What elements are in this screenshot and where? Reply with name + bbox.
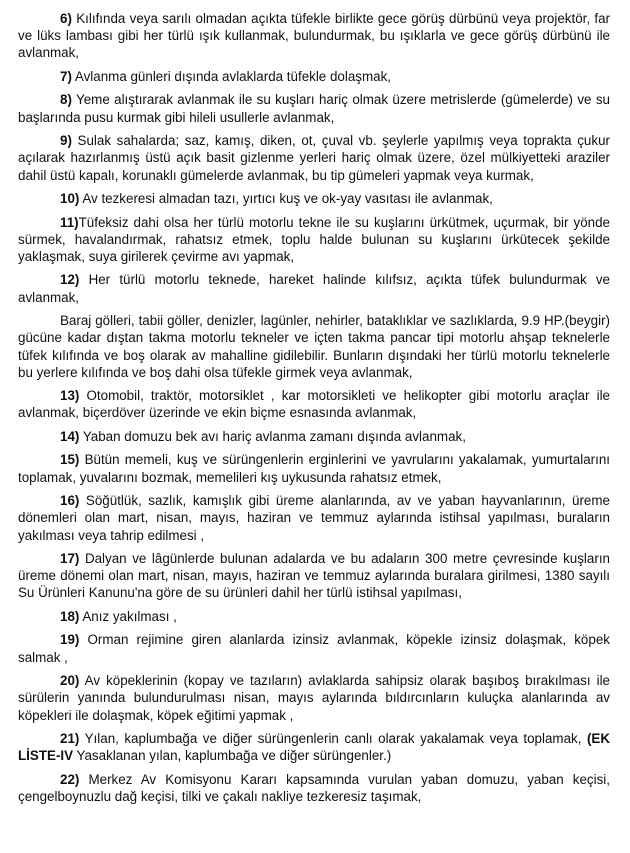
paragraph-20 — [18, 672, 610, 724]
item-text-after: Yasaklanan yılan, kaplumbağa ve diğer sürüngenler.) — [73, 748, 392, 764]
ek-liste-reference: (EK LİSTE-IV — [18, 731, 610, 764]
paragraph-9 — [18, 132, 610, 184]
paragraph-22 — [18, 771, 610, 805]
paragraph-19 — [18, 631, 610, 665]
item-number: 8) — [60, 92, 72, 108]
item-number: 21) — [60, 731, 80, 747]
item-number: 12) — [60, 272, 80, 288]
item-text: Baraj gölleri, tabii göller, denizler, lagünler, nehirler, bataklıklar ve sazlıklarda, 9.9 HP.(beygir) gücüne kadar dıştan takma motorlu tekneler ve içten takma pancar tipi motorlu ahşap teknelerle tüfek kılıfında ve boş olarak av mahalline gidilebilir. Bunların dışındaki her türlü motorlu teknelerle bu yerlere kılıfında ve boş dahi olsa tüfekle girmek veya avlanmak, — [18, 313, 610, 380]
item-number: 10) — [60, 191, 80, 207]
item-text: Otomobil, traktör, motorsiklet , kar motorsikleti ve helikopter gibi motorlu araçlar ile avlanmak, biçerdöver üzerinde ve ekin biçme esnasında avlanmak, — [18, 388, 610, 421]
item-text: Av köpeklerinin (kopay ve tazıların) avlaklarda sahipsiz olarak başıboş bırakılması ile sürülerin yanında bulundurulması nisan, mayıs aylarında bıldırcınların kuluçka alanlarında av köpekleri ile dolaşmak, köpek eğitimi yapmak , — [18, 673, 611, 723]
item-number: 9) — [60, 133, 72, 149]
item-text: Yaban domuzu bek avı hariç avlanma zamanı dışında avlanmak, — [82, 428, 466, 444]
paragraph-13 — [18, 387, 610, 421]
item-text: Söğütlük, sazlık, kamışlık gibi üreme alanlarında, av ve yaban hayvanlarının, üreme dönemleri olan mart, nisan, mayıs, haziran ve temmuz aylarında istihsal yapılması, buraların yakılması veya tahrip edilmesi , — [18, 493, 610, 543]
item-text: Yılan, kaplumbağa ve diğer sürüngenlerin canlı olarak yakalamak veya toplamak, — [84, 731, 582, 747]
paragraph-7 — [18, 68, 610, 85]
paragraph-15 — [18, 451, 610, 485]
paragraph-8 — [18, 91, 610, 125]
paragraph-21 — [18, 730, 610, 764]
item-number: 15) — [60, 452, 80, 468]
paragraph-18 — [18, 608, 610, 625]
item-number: 6) — [60, 11, 72, 26]
item-number: 14) — [60, 428, 80, 444]
item-text: Kılıfında veya sarılı olmadan açıkta tüfekle birlikte gece görüş dürbünü veya projektör, far ve lüks lambası gibi her türlü ışık kullanmak, bulundurmak, bu ışıklarla ve gece görüş dürbünü ile avlanmak, — [18, 11, 610, 61]
item-number: 19) — [60, 632, 80, 648]
item-text: Yeme alıştırarak avlanmak ile su kuşları hariç olmak üzere metrislerde (gümelerde) ve su başlarında pusu kurmak gibi hileli usullerle avlanmak, — [18, 92, 610, 125]
paragraph-14 — [18, 428, 610, 445]
paragraph-17 — [18, 550, 610, 602]
paragraph-16 — [18, 492, 610, 544]
item-text: Dalyan ve lâgünlerde bulunan adalarda ve bu adaların 300 metre çevresinde kuşların üreme dönemi olan mart, nisan, mayıs, haziran ve temmuz aylarında buralara girilmesi, 1380 sayılı Su Ürünleri Kanunu'na göre de su ürünleri dahil her türlü istihsal yapılması, — [18, 551, 610, 601]
item-text: Her türlü motorlu teknede, hareket halinde kılıfsız, açıkta tüfek bulundurmak ve avlanmak, — [18, 272, 610, 305]
item-text: Orman rejimine giren alanlarda izinsiz avlanmak, köpekle izinsiz dolaşmak, köpek salmak , — [18, 632, 610, 665]
paragraph-10 — [18, 190, 610, 207]
paragraph-12-continued — [18, 312, 610, 381]
item-text: Avlanma günleri dışında avlaklarda tüfekle dolaşmak, — [74, 68, 392, 84]
item-number: 13) — [60, 388, 80, 404]
item-number: 7) — [60, 68, 72, 84]
item-text: Merkez Av Komisyonu Kararı kapsamında vurulan yaban domuzu, yaban keçisi, çengelboynuzlu dağ keçisi, tilki ve çakalı nakliye tezkeresiz taşımak, — [18, 771, 610, 804]
item-text: Sulak sahalarda; saz, kamış, diken, ot, çuval vb. şeylerle yapılmış veya toprakta çukur açılarak hazırlanmış üstü açık basit gizlenme yerleri hariç olmak üzere, özel mülkiyetteki araziler dahil üstü kapalı, korunaklı gümelerde avlanmak, bu tip gümeleri yapmak veya kurmak, — [18, 133, 610, 183]
item-text: Bütün memeli, kuş ve sürüngenlerin erginlerini ve yavrularını yakalamak, yumurtalarını toplamak, yuvalarını bozmak, memelileri kış uykusunda rahatsız etmek, — [18, 452, 610, 485]
paragraph-12 — [18, 271, 610, 305]
item-text: Av tezkeresi almadan tazı, yırtıcı kuş ve ok-yay vasıtası ile avlanmak, — [82, 191, 493, 207]
item-number: 11) — [60, 214, 79, 230]
item-text: Anız yakılması , — [82, 608, 177, 624]
item-number: 17) — [60, 551, 80, 567]
item-number: 16) — [60, 493, 80, 509]
item-number: 22) — [60, 771, 80, 787]
item-number: 18) — [60, 608, 80, 624]
paragraph-6 — [18, 10, 610, 62]
item-number: 20) — [60, 673, 80, 689]
paragraph-11 — [18, 214, 610, 266]
item-text: Tüfeksiz dahi olsa her türlü motorlu tekne ile su kuşlarını ürkütmek, uçurmak, bir yönde sürmek, havalandırmak, rahatsız etmek, toplu halde bulunan su kuşlarını ürkütecek şekilde yaklaşmak, suya girilerek çevirme avı yapmak, — [18, 214, 610, 264]
